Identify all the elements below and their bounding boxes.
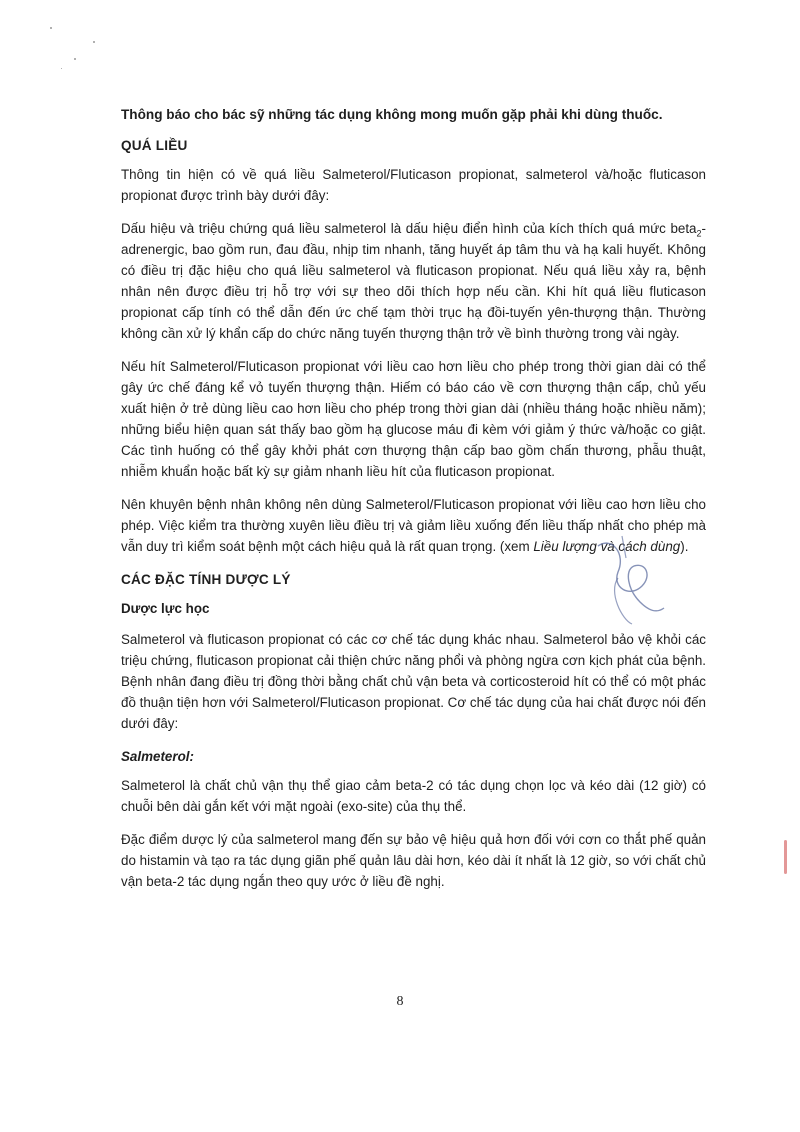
intro-notice: Thông báo cho bác sỹ những tác dụng không mong muốn gặp phải khi dùng thuốc. [121,107,663,122]
beta-subscript: 2 [696,228,702,239]
scan-speck [74,58,76,60]
overdose-paragraph-1: Thông tin hiện có về quá liều Salmeterol/Fluticason propionat, salmeterol và/hoặc fluticason propionat được trình bày dưới đây: [121,167,706,203]
pharmacology-heading: CÁC ĐẶC TÍNH DƯỢC LÝ [121,572,291,587]
page-number: 8 [396,994,404,1009]
overdose-p4-text-a: Nên khuyên bệnh nhân không nên dùng Salmeterol/Fluticason propionat với liều cao hơn liều cho phép. Việc kiểm tra thường xuyên liều điều trị và giảm liều xuống đến liều thấp nhất cho phép mà vẫn duy trì kiểm soát bệnh một cách hiệu quả là rất quan trọng. (xem [121,497,706,554]
document-body [121,104,706,904]
scan-speck [93,41,95,43]
overdose-paragraph-3: Nếu hít Salmeterol/Fluticason propionat với liều cao hơn liều cho phép trong thời gian dài có thể gây ức chế đáng kể vỏ tuyến thượng thận. Hiếm có báo cáo về cơn thượng thận cấp, chủ yếu xuất hiện ở trẻ dùng liều cao hơn liều cho phép trong thời gian dài (nhiều tháng hoặc nhiều năm); những biểu hiện quan sát thấy bao gồm hạ glucose máu đi kèm với giảm ý thức và/hoặc co giật. Các tình huống có thể gây khởi phát cơn thượng thận cấp bao gồm chấn thương, phẫu thuật, nhiễm khuẩn hoặc bất kỳ sự giảm nhanh liều hít của fluticason propionat. [121,359,706,479]
salmeterol-heading: Salmeterol: [121,749,194,764]
edge-mark [784,840,787,874]
overdose-heading: QUÁ LIỀU [121,138,188,153]
overdose-p2-text-b: -adrenergic, bao gồm run, đau đầu, nhịp tim nhanh, tăng huyết áp tâm thu và hạ kali huyết. Không có điều trị đặc hiệu cho quá liều salmeterol và fluticason propionat. Nếu quá liều xảy ra, bệnh nhân nên được điều trị hỗ trợ với sự theo dõi thích hợp nếu cần. Khi hít quá liều fluticason propionat cấp tính có thể dẫn đến ức chế tạm thời trục hạ đồi-tuyến yên-thượng thận. Thường không cần xử lý khẩn cấp do chức năng tuyến thượng thận trở về bình thường trong vài ngày. [121,221,706,341]
overdose-p2-text-a: Dấu hiệu và triệu chứng quá liều salmeterol là dấu hiệu điển hình của kích thích quá mức beta [121,221,697,236]
overdose-paragraph-4 [121,494,706,557]
pharmacodynamics-heading: Dược lực học [121,601,210,616]
scan-speck [61,68,62,69]
scan-speck [50,27,52,29]
overdose-paragraph-2 [121,218,706,344]
overdose-p4-text-b: ). [680,539,689,554]
dosage-reference: Liều lượng và cách dùng [533,539,681,554]
salmeterol-paragraph-1: Salmeterol là chất chủ vận thụ thể giao cảm beta-2 có tác dụng chọn lọc và kéo dài (12 giờ) có chuỗi bên dài gắn kết với mặt ngoài (exo-site) của thụ thể. [121,778,706,814]
pharmacology-paragraph-1: Salmeterol và fluticason propionat có các cơ chế tác dụng khác nhau. Salmeterol bảo vệ khỏi các triệu chứng, fluticason propionat cải thiện chức năng phổi và phòng ngừa cơn kịch phát của bệnh. Bệnh nhân đang điều trị đồng thời bằng chất chủ vận beta và corticosteroid hít có thể có một phác đồ thuận tiện hơn với Salmeterol/Fluticason propionat. Cơ chế tác dụng của hai chất được nói đến dưới đây: [121,632,706,731]
salmeterol-paragraph-2: Đặc điểm dược lý của salmeterol mang đến sự bảo vệ hiệu quả hơn đối với cơn co thắt phế quản do histamin và tạo ra tác dụng giãn phế quản lâu dài hơn, kéo dài ít nhất là 12 giờ, so với chất chủ vận beta-2 tác dụng ngắn theo quy ước ở liều đề nghị. [121,832,706,889]
